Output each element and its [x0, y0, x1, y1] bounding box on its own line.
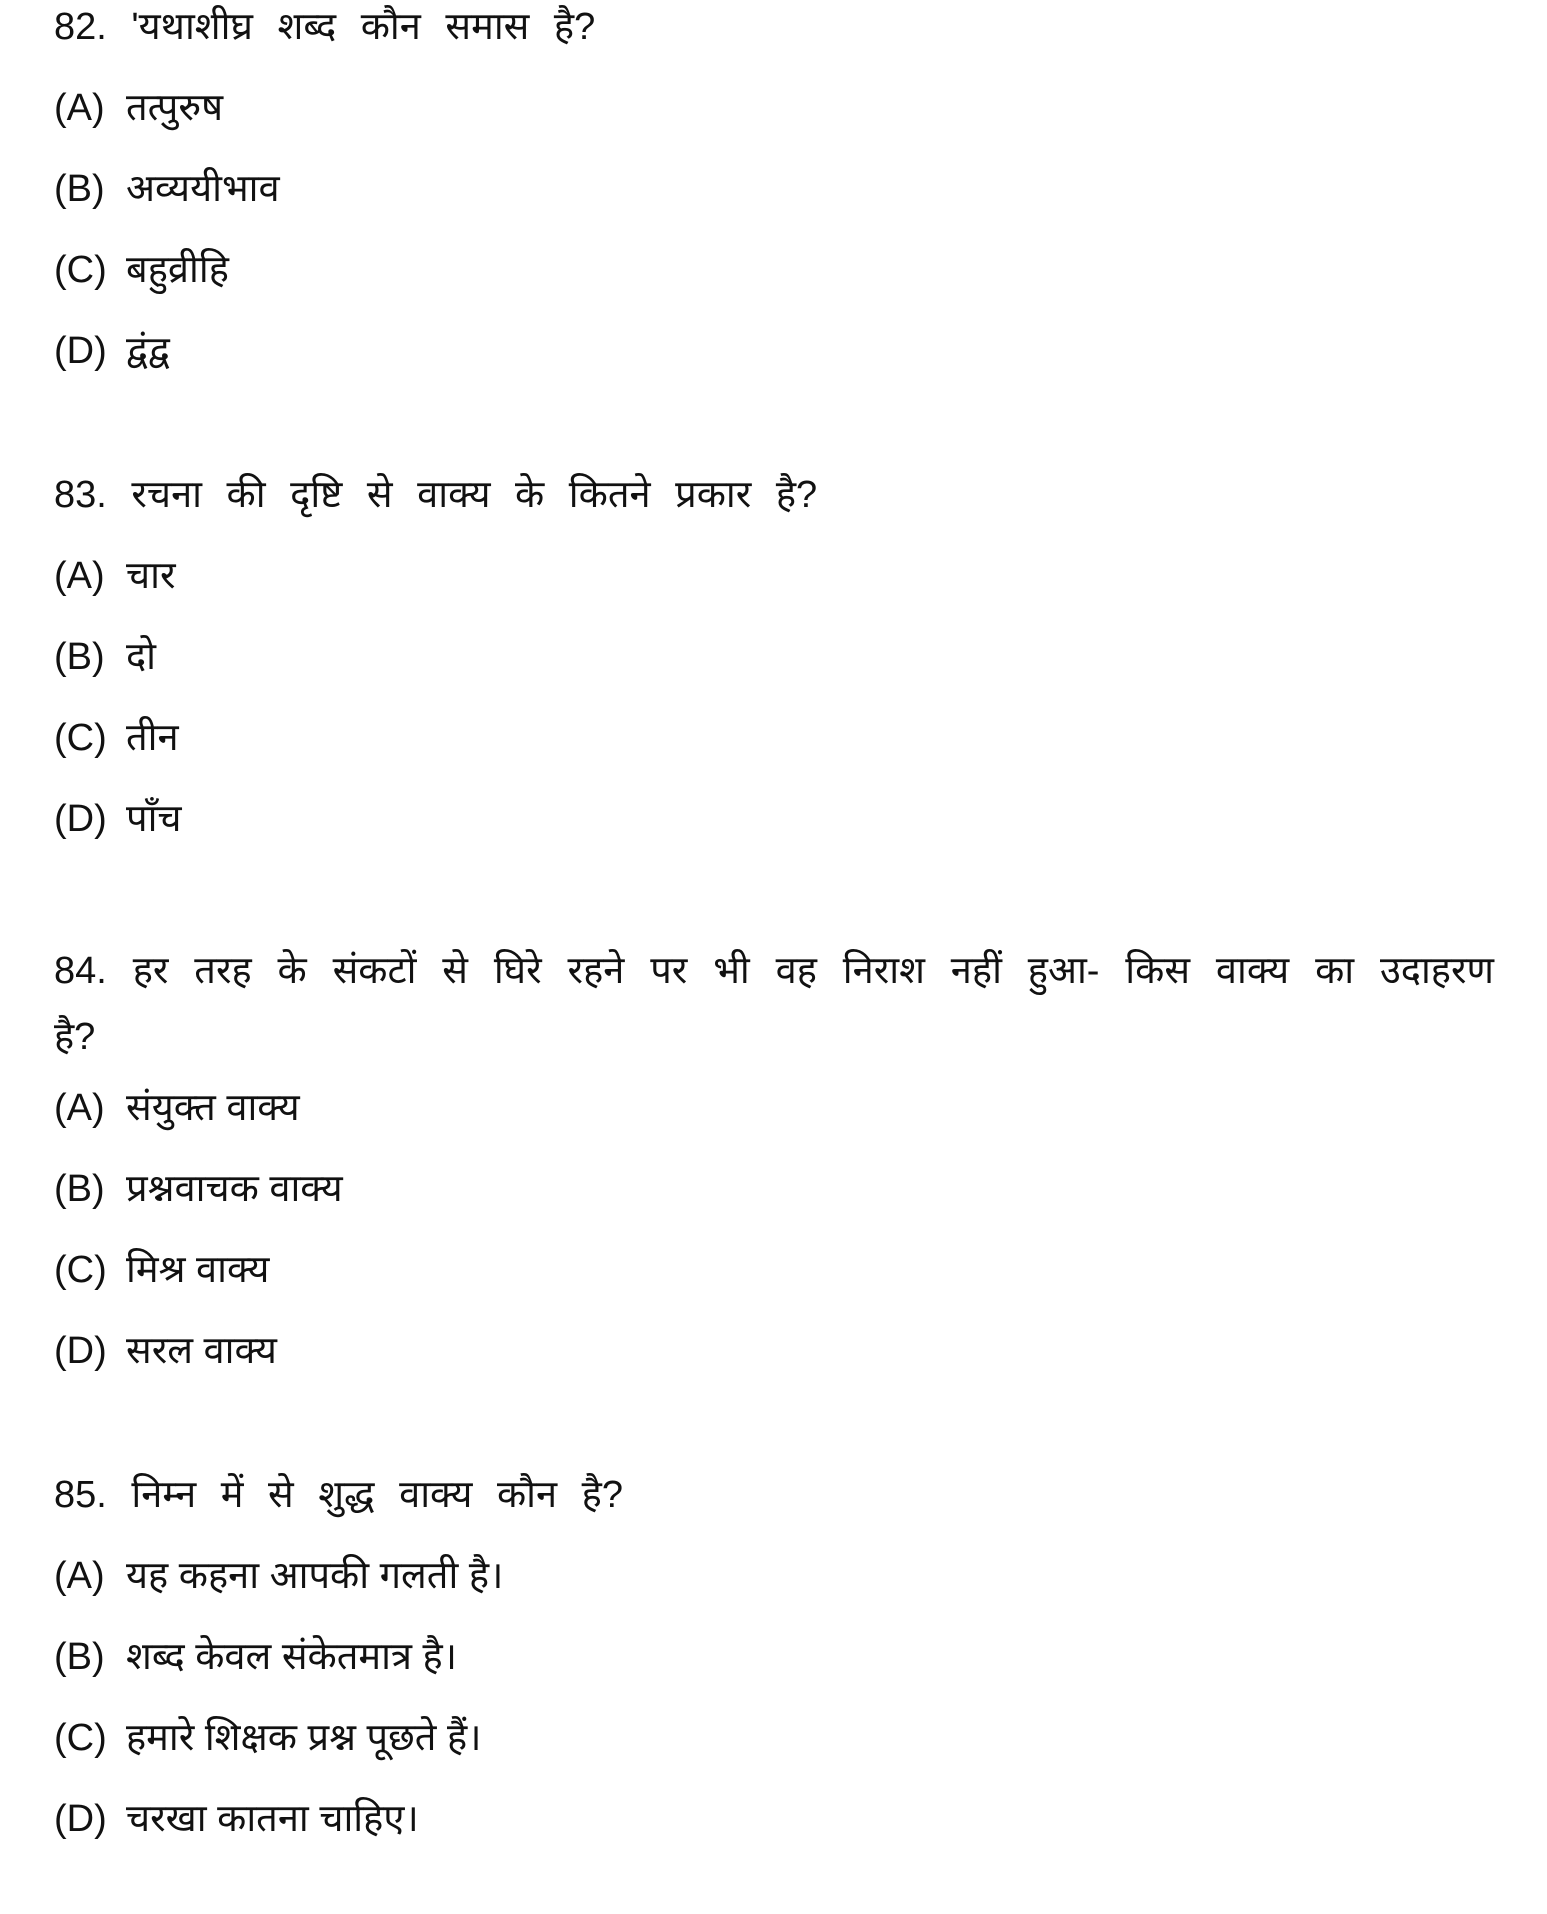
question-text: रचना की दृष्टि से वाक्य के कितने प्रकार है? [131, 474, 818, 516]
question-84-continued [54, 1004, 1494, 1070]
option-text: चार [126, 555, 176, 597]
option-label: (B) [54, 636, 105, 678]
option-text: द्वंद्व [126, 330, 170, 372]
option-84-b [54, 1164, 1494, 1214]
question-number: 83. [54, 474, 107, 516]
option-83-c [54, 713, 1494, 763]
option-85-a [54, 1551, 1494, 1601]
option-label: (A) [54, 87, 105, 129]
option-82-a [54, 83, 1494, 133]
option-label: (C) [54, 1249, 107, 1291]
option-text: बहुव्रीहि [126, 249, 229, 291]
question-text: निम्न में से शुद्ध वाक्य कौन है? [131, 1474, 623, 1516]
question-text: हर तरह के संकटों से घिरे रहने पर भी वह निराश नहीं हुआ- किस वाक्य का उदाहरण [132, 950, 1494, 992]
option-85-d [54, 1794, 1494, 1844]
option-83-a [54, 551, 1494, 601]
option-text: प्रश्नवाचक वाक्य [126, 1168, 343, 1210]
question-number: 84. [54, 950, 107, 992]
question-text: 'यथाशीघ्र शब्द कौन समास है? [131, 6, 596, 48]
option-label: (B) [54, 1636, 105, 1678]
option-84-c [54, 1245, 1494, 1295]
option-82-b [54, 164, 1494, 214]
question-number: 85. [54, 1474, 107, 1516]
option-text: दो [126, 636, 157, 678]
option-83-b [54, 632, 1494, 682]
option-text: तत्पुरुष [126, 87, 224, 129]
option-label: (D) [54, 330, 107, 372]
option-label: (A) [54, 1087, 105, 1129]
option-label: (C) [54, 717, 107, 759]
question-group-84 [54, 938, 1494, 1376]
question-text-continued: है? [54, 1016, 96, 1058]
question-83 [54, 470, 1494, 520]
option-text: शब्द केवल संकेतमात्र है। [126, 1636, 458, 1678]
option-85-b [54, 1632, 1494, 1682]
option-84-a [54, 1083, 1494, 1133]
question-number: 82. [54, 6, 107, 48]
option-text: अव्ययीभाव [126, 168, 280, 210]
option-label: (D) [54, 1330, 107, 1372]
option-text: पाँच [126, 798, 182, 840]
option-83-d [54, 794, 1494, 844]
option-label: (B) [54, 1168, 105, 1210]
question-84 [54, 938, 1494, 1004]
option-text: हमारे शिक्षक प्रश्न पूछते हैं। [126, 1717, 482, 1759]
option-text: सरल वाक्य [126, 1330, 277, 1372]
option-label: (D) [54, 1798, 107, 1840]
option-label: (B) [54, 168, 105, 210]
option-82-c [54, 245, 1494, 295]
question-85 [54, 1470, 1494, 1520]
option-label: (A) [54, 555, 105, 597]
option-82-d [54, 326, 1494, 376]
option-text: यह कहना आपकी गलती है। [126, 1555, 504, 1597]
option-text: मिश्र वाक्य [126, 1249, 270, 1291]
option-text: तीन [126, 717, 179, 759]
option-label: (A) [54, 1555, 105, 1597]
question-group-82 [54, 2, 1494, 376]
option-label: (C) [54, 249, 107, 291]
option-text: संयुक्त वाक्य [126, 1087, 300, 1129]
option-text: चरखा कातना चाहिए। [126, 1798, 419, 1840]
option-label: (C) [54, 1717, 107, 1759]
option-85-c [54, 1713, 1494, 1763]
option-label: (D) [54, 798, 107, 840]
question-group-85 [54, 1470, 1494, 1844]
question-group-83 [54, 470, 1494, 844]
question-82 [54, 2, 1494, 52]
option-84-d [54, 1326, 1494, 1376]
